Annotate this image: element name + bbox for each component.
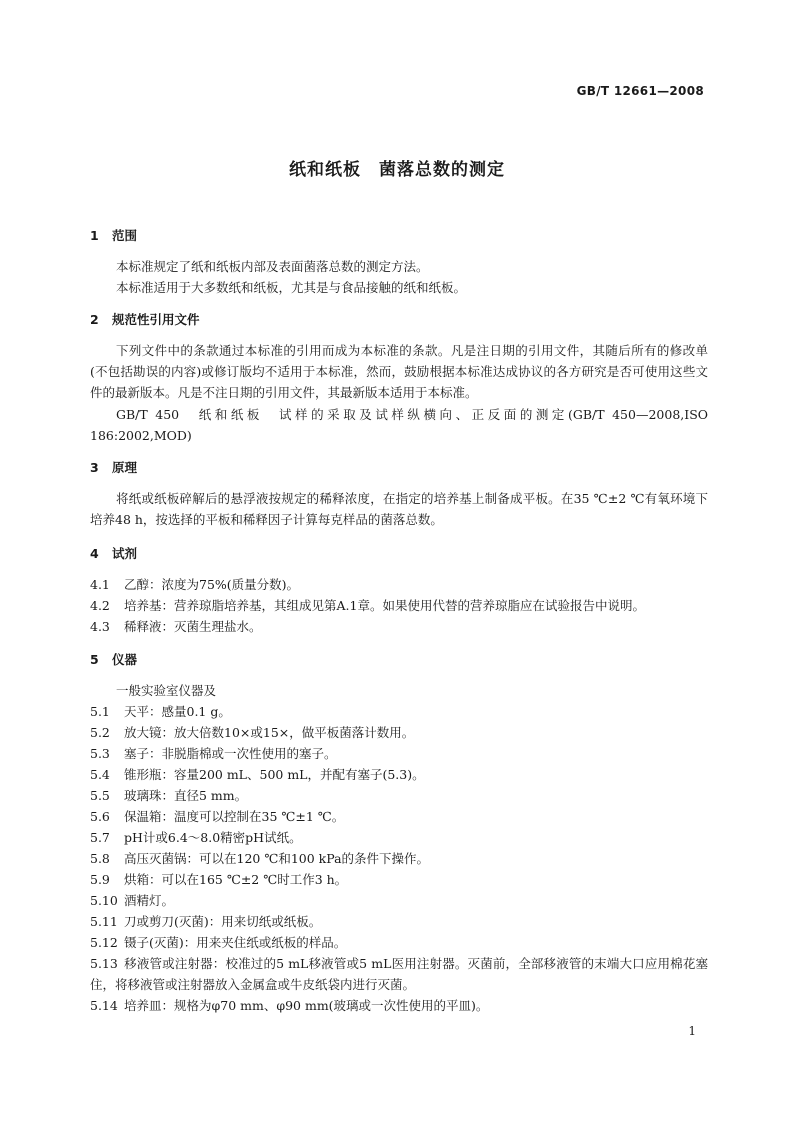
item-text: 锥形瓶：容量200 mL、500 mL，并配有塞子(5.3)。 <box>124 767 425 782</box>
item-text: 放大镜：放大倍数10×或15×，做平板菌落计数用。 <box>124 725 415 740</box>
list-item <box>90 911 708 932</box>
list-item <box>90 848 708 869</box>
item-text: 乙醇：浓度为75%(质量分数)。 <box>124 577 300 592</box>
item-text: 塞子：非脱脂棉或一次性使用的塞子。 <box>124 746 337 761</box>
item-number: 5.5 <box>90 788 110 803</box>
paragraph: 本标准规定了纸和纸板内部及表面菌落总数的测定方法。 <box>116 259 429 274</box>
item-number: 5.1 <box>90 704 110 719</box>
page-number: 1 <box>688 1024 696 1038</box>
item-text: 稀释液：灭菌生理盐水。 <box>124 619 262 634</box>
item-number: 5.13 <box>90 956 118 971</box>
section-title: 规范性引用文件 <box>112 312 200 327</box>
list-item <box>90 785 708 806</box>
list-item <box>90 743 708 764</box>
item-text: 刀或剪刀(灭菌)：用来切纸或纸板。 <box>124 914 322 929</box>
paragraph: 本标准适用于大多数纸和纸板，尤其是与食品接触的纸和纸板。 <box>116 280 467 295</box>
item-text: pH计或6.4～8.0精密pH试纸。 <box>124 830 302 845</box>
paragraph: GB/T 450 纸和纸板 试样的采取及试样纵横向、正反面的测定(GB/T 450—2008,ISO 186:2002,MOD) <box>90 407 708 443</box>
paragraph: 一般实验室仪器及 <box>116 683 217 698</box>
list-item <box>90 890 708 911</box>
item-text: 高压灭菌锅：可以在120 ℃和100 kPa的条件下操作。 <box>124 851 430 866</box>
section-title: 试剂 <box>112 546 138 561</box>
item-text: 烘箱：可以在165 ℃±2 ℃时工作3 h。 <box>124 872 348 887</box>
list-item <box>90 764 708 785</box>
section-heading-reagents <box>90 543 708 564</box>
section-heading-apparatus <box>90 649 708 670</box>
section-heading-normative-references <box>90 309 708 330</box>
item-number: 5.14 <box>90 998 118 1013</box>
item-text: 天平：感量0.1 g。 <box>124 704 231 719</box>
list-item <box>90 616 708 637</box>
section-number: 3 <box>90 460 99 475</box>
item-number: 5.7 <box>90 830 110 845</box>
item-number: 5.2 <box>90 725 110 740</box>
list-item <box>90 806 708 827</box>
item-number: 5.8 <box>90 851 110 866</box>
item-number: 4.2 <box>90 598 110 613</box>
item-text: 镊子(灭菌)：用来夹住纸或纸板的样品。 <box>124 935 347 950</box>
item-number: 5.12 <box>90 935 118 950</box>
document-title: 纸和纸板 菌落总数的测定 <box>289 160 505 180</box>
item-text: 培养基：营养琼脂培养基，其组成见第A.1章。如果使用代替的营养琼脂应在试验报告中说明。 <box>124 598 645 613</box>
item-text: 酒精灯。 <box>124 893 175 908</box>
list-item <box>90 701 708 722</box>
section-number: 1 <box>90 228 99 243</box>
item-number: 5.9 <box>90 872 110 887</box>
item-number: 4.3 <box>90 619 110 634</box>
list-item <box>90 995 708 1016</box>
list-item <box>90 574 708 595</box>
item-number: 5.10 <box>90 893 118 908</box>
section-number: 4 <box>90 546 99 561</box>
section-title: 范围 <box>112 228 138 243</box>
standard-number: GB/T 12661—2008 <box>576 84 704 98</box>
item-text: 移液管或注射器：校准过的5 mL移液管或5 mL医用注射器。灭菌前，全部移液管的末端大口应用棉花塞住，将移液管或注射器放入金属盒或牛皮纸袋内进行灭菌。 <box>90 956 708 992</box>
section-title: 仪器 <box>112 652 138 667</box>
section-title: 原理 <box>112 460 138 475</box>
section-heading-principle <box>90 457 708 478</box>
list-item <box>90 595 708 616</box>
item-text: 培养皿：规格为φ70 mm、φ90 mm(玻璃或一次性使用的平皿)。 <box>124 998 489 1013</box>
paragraph: 将纸或纸板碎解后的悬浮液按规定的稀释浓度，在指定的培养基上制备成平板。在35 ℃±2 ℃有氧环境下培养48 h，按选择的平板和稀释因子计算每克样品的菌落总数。 <box>90 491 708 527</box>
item-text: 玻璃珠：直径5 mm。 <box>124 788 248 803</box>
item-number: 5.3 <box>90 746 110 761</box>
list-item <box>90 722 708 743</box>
list-item <box>90 953 708 995</box>
item-number: 5.4 <box>90 767 110 782</box>
list-item <box>90 869 708 890</box>
item-number: 4.1 <box>90 577 110 592</box>
item-number: 5.11 <box>90 914 118 929</box>
list-item <box>90 827 708 848</box>
section-number: 2 <box>90 312 99 327</box>
item-number: 5.6 <box>90 809 110 824</box>
item-text: 保温箱：温度可以控制在35 ℃±1 ℃。 <box>124 809 345 824</box>
list-item <box>90 932 708 953</box>
section-heading-scope <box>90 225 708 246</box>
paragraph: 下列文件中的条款通过本标准的引用而成为本标准的条款。凡是注日期的引用文件，其随后所有的修改单(不包括勘误的内容)或修订版均不适用于本标准，然而，鼓励根据本标准达成协议的各方研究是否可使用这些文件的最新版本。凡是不注日期的引用文件，其最新版本适用于本标准。 <box>90 343 708 400</box>
section-number: 5 <box>90 652 99 667</box>
